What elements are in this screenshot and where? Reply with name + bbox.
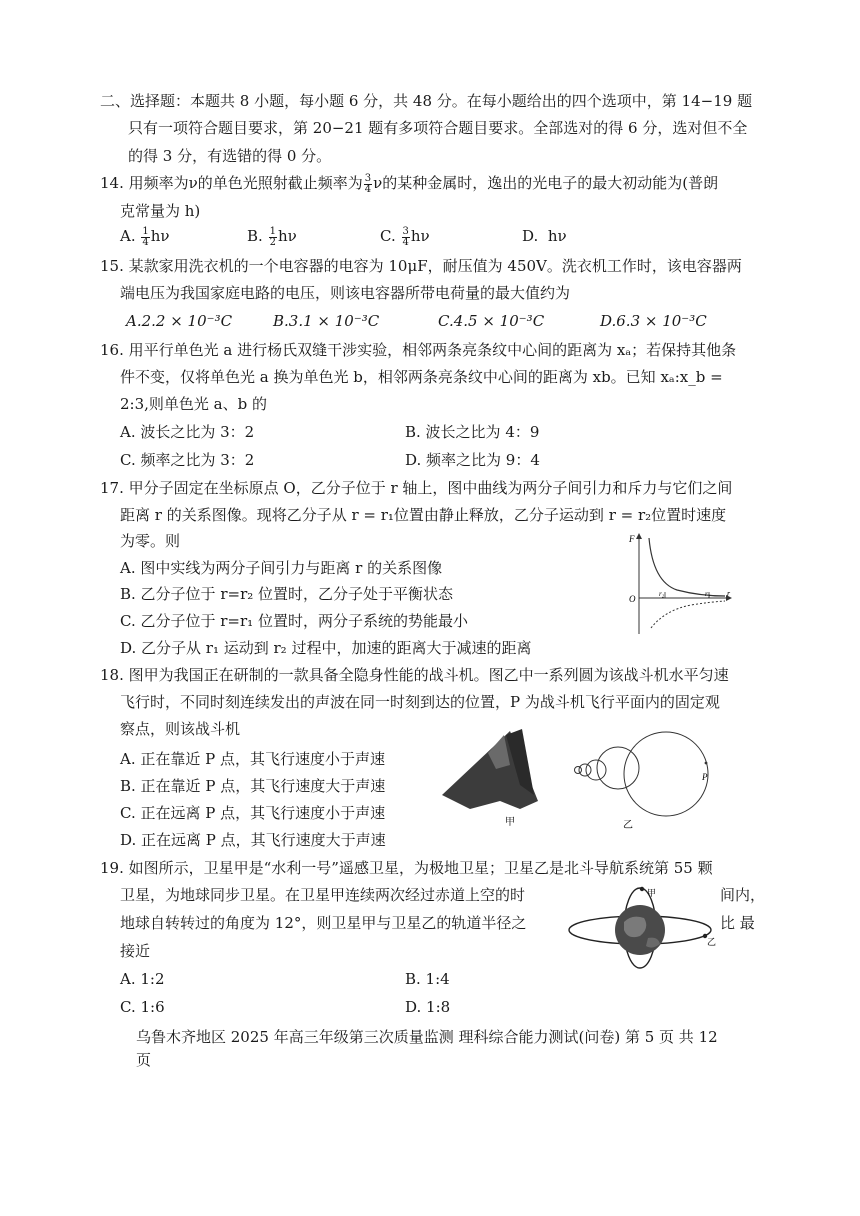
option-fraction <box>402 227 410 248</box>
q16-option-b: B. 波长之比为 4：9 <box>405 423 540 441</box>
fraction-denominator: 2 <box>269 236 276 248</box>
q19-orbit-diagram <box>566 884 718 972</box>
fraction-denominator: 4 <box>364 183 372 195</box>
q17-stem-line1: 17. 甲分子固定在坐标原点 O，乙分子位于 r 轴上，图中曲线为两分子间引力和斥力与它们之间 <box>100 479 733 497</box>
q14-option-b <box>247 225 297 248</box>
point-p-dot <box>705 762 708 765</box>
q18-stem-line3: 察点，则该战斗机 <box>120 720 241 738</box>
q18-option-b: B. 正在靠近 P 点，其飞行速度大于声速 <box>120 777 386 795</box>
q14-stem-line2: 克常量为 h) <box>120 202 201 220</box>
q17-force-graph <box>625 530 735 640</box>
q18-sound-wave-circles <box>565 730 715 830</box>
q19-stem-line2a: 卫星，为地球同步卫星。在卫星甲连续两次经过赤道上空的时 <box>120 886 526 904</box>
q16-stem-line3: 2:3,则单色光 a、b 的 <box>120 395 267 413</box>
section-instructions-line1: 二、选择题：本题共 8 小题，每小题 6 分，共 48 分。在每小题给出的四个选项中，第 14−19 题 <box>100 92 753 110</box>
q15-option-b: B.3.1 × 10⁻³C <box>273 312 380 330</box>
q15-stem-line2: 端电压为我国家庭电路的电压，则该电容器所带电荷量的最大值约为 <box>120 284 571 302</box>
q19-stem-line1: 19. 如图所示，卫星甲是“水利一号”遥感卫星，为极地卫星；卫星乙是北斗导航系统第 55 颗 <box>100 859 713 877</box>
option-label: A. <box>120 227 136 245</box>
dashed-curve <box>651 601 725 628</box>
q16-stem-line2: 件不变，仅将单色光 a 换为单色光 b，相邻两条亮条纹中心间的距离为 xb。已知 xₐ:x_b = <box>120 368 723 386</box>
option-value: hν <box>277 227 297 245</box>
fraction-numerator: 3 <box>402 225 409 237</box>
q15-stem-line1: 15. 某款家用洗衣机的一个电容器的电容为 10μF，耐压值为 450V。洗衣机工作时，该电容器两 <box>100 257 742 275</box>
fraction-numerator: 1 <box>269 225 276 237</box>
q18-stem-line1: 18. 图甲为我国正在研制的一款具备全隐身性能的战斗机。图乙中一系列圆为该战斗机水平匀速 <box>100 666 729 684</box>
r-axis-label: r <box>727 589 731 598</box>
satellite-jia-dot <box>640 887 644 891</box>
q19-option-c: C. 1:6 <box>120 998 165 1016</box>
q19-stem-line2b: 间内， <box>720 886 766 904</box>
q14-stem-a: 14. 用频率为ν的单色光照射截止频率为 <box>100 174 363 192</box>
fraction-numerator: 1 <box>142 225 149 237</box>
r2-label: r₂ <box>659 590 665 598</box>
option-value: hν <box>410 227 430 245</box>
q18-stem-line2: 飞行时，不同时刻连续发出的声波在同一时刻到达的位置，P 为战斗机飞行平面内的固定观 <box>120 693 720 711</box>
q14-option-c <box>380 225 430 248</box>
q17-option-a: A. 图中实线为两分子间引力与距离 r 的关系图像 <box>120 559 443 577</box>
q16-stem-line1: 16. 用平行单色光 a 进行杨氏双缝干涉实验，相邻两条亮条纹中心间的距离为 xₐ；若保持其他条 <box>100 341 737 359</box>
q18-option-c: C. 正在远离 P 点，其飞行速度小于声速 <box>120 804 386 822</box>
q14-option-d <box>522 225 567 247</box>
wave-circle-4 <box>579 764 591 776</box>
q16-option-c: C. 频率之比为 3：2 <box>120 451 255 469</box>
page-footer-line1: 乌鲁木齐地区 2025 年高三年级第三次质量监测 理科综合能力测试(问卷) 第 5 页 共 12 <box>136 1028 718 1046</box>
q19-stem-line4: 接近 <box>120 942 151 960</box>
q14-stem-fraction <box>364 174 372 195</box>
q15-option-a: A.2.2 × 10⁻³C <box>126 312 233 330</box>
y-axis-arrow <box>636 533 642 539</box>
f-axis-label: F <box>629 534 635 544</box>
q19-option-a: A. 1:2 <box>120 970 165 988</box>
page-footer-line2: 页 <box>136 1051 152 1069</box>
q16-option-a: A. 波长之比为 3：2 <box>120 423 255 441</box>
q17-option-d: D. 乙分子从 r₁ 运动到 r₂ 过程中，加速的距离大于减速的距离 <box>120 639 532 657</box>
satellite-yi-label: 乙 <box>707 938 717 948</box>
option-label: D. <box>522 227 539 245</box>
r1-label: r₁ <box>705 590 711 598</box>
q15-option-c: C.4.5 × 10⁻³C <box>438 312 545 330</box>
q14-option-a <box>120 225 170 248</box>
q19-stem-line3a: 地球自转转过的角度为 12°，则卫星甲与卫星乙的轨道半径之 <box>120 914 527 932</box>
option-fraction <box>269 227 277 248</box>
option-value: hν <box>150 227 170 245</box>
wave-circle-2 <box>597 747 639 789</box>
fraction-denominator: 4 <box>402 236 409 248</box>
section-instructions-line2: 只有一项符合题目要求，第 20−21 题有多项符合题目要求。全部选对的得 6 分，选对但不全 <box>128 119 748 137</box>
wave-circle-1 <box>624 732 708 816</box>
q19-option-d: D. 1:8 <box>405 998 451 1016</box>
q18-option-d: D. 正在远离 P 点，其飞行速度大于声速 <box>120 831 386 849</box>
q17-stem-line3: 为零。则 <box>120 532 181 550</box>
option-value: hν <box>547 227 567 245</box>
q17-option-c: C. 乙分子位于 r=r₁ 位置时，两分子系统的势能最小 <box>120 612 468 630</box>
solid-curve <box>649 538 725 596</box>
wave-circle-3 <box>586 760 606 780</box>
q19-stem-line3b: 比 最 <box>720 914 755 932</box>
q17-stem-line2: 距离 r 的关系图像。现将乙分子从 r = r₁位置由静止释放，乙分子运动到 r = r₂位置时速度 <box>120 506 727 524</box>
figure-jia-label: 甲 <box>505 817 515 828</box>
figure-yi-label: 乙 <box>623 820 633 830</box>
q18-fighter-image <box>440 725 550 830</box>
q17-option-b: B. 乙分子位于 r=r₂ 位置时，乙分子处于平衡状态 <box>120 585 454 603</box>
section-instructions-line3: 的得 3 分，有选错的得 0 分。 <box>128 147 332 165</box>
satellite-jia-label: 甲 <box>647 889 657 899</box>
q18-option-a: A. 正在靠近 P 点，其飞行速度小于声速 <box>120 750 385 768</box>
fraction-numerator: 3 <box>364 172 372 184</box>
point-p-label: P <box>702 772 708 782</box>
q16-option-d: D. 频率之比为 9：4 <box>405 451 540 469</box>
q14-stem-b: ν的某种金属时，逸出的光电子的最大初动能为(普朗 <box>373 174 719 192</box>
fraction-denominator: 4 <box>142 236 149 248</box>
option-label: C. <box>380 227 396 245</box>
q14-stem-line1 <box>100 172 718 195</box>
origin-label: O <box>629 594 636 604</box>
option-fraction <box>141 227 149 248</box>
wave-circle-5 <box>575 767 582 774</box>
q19-option-b: B. 1:4 <box>405 970 450 988</box>
q15-option-d: D.6.3 × 10⁻³C <box>600 312 707 330</box>
option-label: B. <box>247 227 263 245</box>
